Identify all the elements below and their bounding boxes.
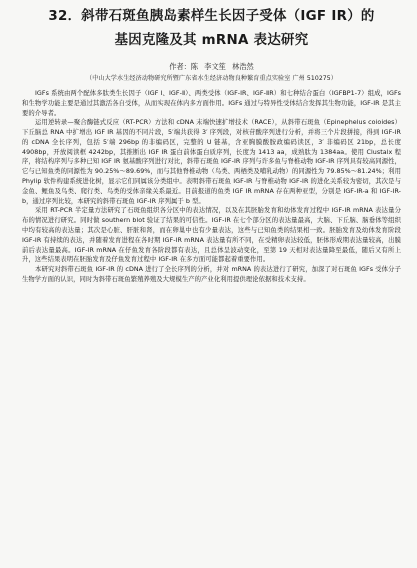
paragraph-3: 采用 RT-PCR 半定量方法研究了石斑鱼组织各分区中的表达情况，以及在其胚胎发育和幼体发育过程中 IGF-IR mRNA 表达量分布的情况进行研究。同时做 southern blot 验证了结果的可信性。IGF-IR 在七个部分区的表达量最高，大脑、下丘脑、脑垂体等组织中均有较高的表达量；其次是心脏、肝脏和肾，而在卵巢中也有少量表达，这些与已知鱼类的结果相一致。胚胎发育及幼体发育阶段 IGF-IR 有持续的表达，并随着发育进程在各时期 IGF-IR mRNA 表达量有所不同，在受精卵表达较低，胚体形成期表达量较高，出膜前后表达量最高。IGF-IR mRNA 在仔鱼发育各阶段都有表达，且总体呈波动变化，至第 19 天相对表达量降至最低，随后又有所上升，这些结果表明在胚胎发育及仔鱼发育过程中 IGF-IR 在多方面可能都起着重要作用。 bbox=[22, 207, 401, 264]
paragraph-1: IGFs 系统由两个配体多肽类生长因子（IGF Ⅰ、IGF-Ⅱ）、两类受体（IGF-IR、IGF-ⅡR）和七种结合蛋白（IGFBP1-7）组成，IGFs 和生物学功能主要是通过其激活各自受体，从而实现在体内多方面作用。IGFs 通过与特异性受体结合发挥其生物功能，IGF-IR 是其主要的介导者。 bbox=[22, 90, 401, 117]
paragraph-4: 本研究对斜带石斑鱼 IGF-IR 的 cDNA 进行了全长序列的分析，并对 mRNA 的表达进行了研究，加深了对石斑鱼 IGFs 受体分子生物学方面的认识，同时为斜带石斑鱼繁殖养殖及大规模生产的产业化利用提供理论依据和技术支持。 bbox=[22, 266, 401, 283]
paragraph-2: 运用逆转录—聚合酶链式反应（RT-PCR）方法和 cDNA 末端快速扩增技术（RACE），从斜带石斑鱼（Epinephelus coioides）下丘脑总 RNA 中扩增出 IGF IR 基因的不同片段，5′端共获得 3′ 序列段，对核苷酸序列进行分析，并将三个片段拼接，得到 IGF-IR 的 cDNA 全长序列，包括 5′端 296bp 的非编码区，完整的 U 链基，含亚胸膜酸胺政编码读区，3′ 非编码区 21bp，总长度 4908bp，开放阅读框 4242bp，其推断出 IGF IR 蛋白前体蛋白质序列，长度为 1413 aa，成熟肽为 1384aa。使用 Clustalx 程序，将结构序列与多种已知 IGF IR 氨基酸序列进行对比，斜带石斑鱼 IGF-IR 序列与许多鱼与脊椎动物 IGF-IR 序列具有较高同源性，它与已知鱼类的同源性为 90.25%～89.69%，而与其他脊椎动物（鸟类、两栖类及哺乳动物）的同源性为 79.85%～81.24%；利用 Phylip 软件构建系统进化树，显示它们同属该分类组中。表明斜带石斑鱼 IGF-IR 与脊椎动物 IGF-IR 的进化关系较为密切，其次是与金鱼、鲤鱼及鸟类、爬行类、鸟类的受体亲缘关系最近。目前报道的鱼类 IGF IR mRNA 存在两种亚型，分别是 IGF-IR-a 和 IGF-IR-b，通过序列比较，本研究的斜带石斑鱼 IGF-IR 序列属于 b 型。 bbox=[22, 119, 401, 205]
abstract-body bbox=[22, 89, 401, 285]
author-list: 作者：陈 李文笙 林浩然 bbox=[169, 62, 254, 71]
paper-title-line-2: 基因克隆及其 mRNA 表达研究 bbox=[114, 33, 309, 48]
paper-title-line-1: 32．斜带石斑鱼胰岛素样生长因子受体（IGF IR）的 bbox=[48, 9, 375, 24]
affiliation: （中山大学水生经济动物研究所暨广东省水生经济动物良种繁育重点实验室 广州 510275） bbox=[86, 75, 337, 82]
